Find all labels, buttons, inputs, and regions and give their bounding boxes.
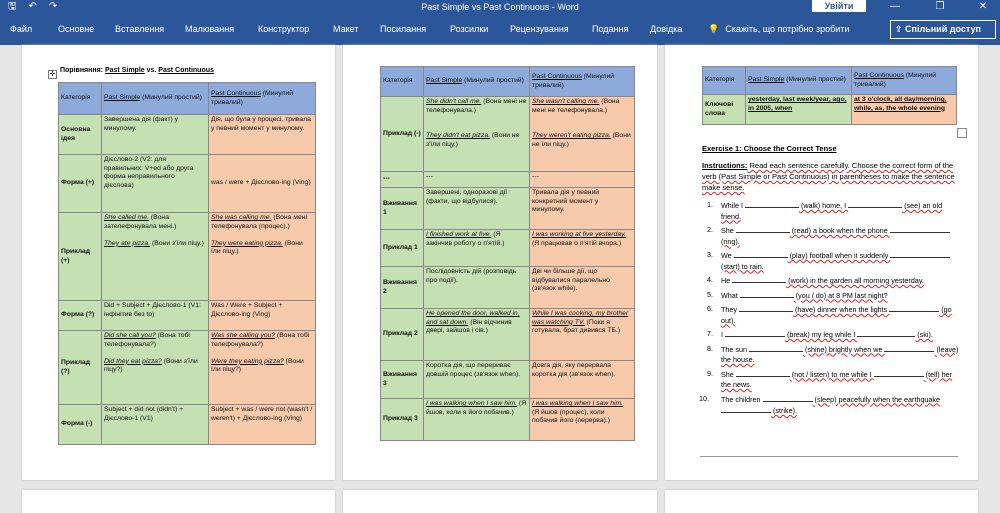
cell-past-continuous: Тривала дія у певний конкретний момент у минулому.	[530, 188, 635, 230]
row-category: Приклад (-)	[381, 97, 424, 172]
table-row	[381, 309, 635, 361]
row-category: Вживання 1	[381, 188, 424, 230]
header-past-continuous: Past Continuous (Минулий тривалий)	[852, 67, 957, 95]
close-icon[interactable]: ✕	[978, 1, 988, 12]
exercise-instructions: Instructions: Read each sentence carefully. Choose the correct form of the verb (Past Simple or Past Continuous) in parentheses to make the sentence make sense.	[702, 161, 955, 192]
exercise-list	[699, 200, 961, 420]
cell-past-continuous: Дві чи більше дії, що відбувалися паралельно (зв'язок while).	[530, 267, 635, 309]
ribbon-tabs	[0, 14, 1000, 45]
document-page-5	[343, 490, 657, 513]
row-category: Форма (-)	[59, 405, 102, 445]
row-category: ---	[381, 172, 424, 188]
cell-past-simple: Послідовність дій (розповідь про події).	[424, 267, 530, 309]
table-row	[59, 301, 316, 331]
comparison-table-page-1	[58, 82, 316, 445]
cell-past-continuous: While I was cooking, my brother was watching TV. (Поки я готувала, брат дивився ТБ.)	[530, 309, 635, 361]
cell-past-simple: Did + Subject + Дієслово-1 (V1: інфінітив без to)	[102, 301, 209, 331]
cell-past-continuous: Was / Were + Subject + Дієслово-ing (Ving)	[209, 301, 316, 331]
header-category: Категорія	[59, 83, 102, 115]
tab-file[interactable]: Файл	[10, 24, 33, 34]
row-category: Приклад (+)	[59, 213, 102, 301]
restore-icon[interactable]: ❐	[935, 1, 945, 12]
table-row	[381, 399, 635, 441]
table-row	[381, 172, 635, 188]
cell-past-simple: She called me. (Вона зателефонувала мені.) They ate pizza. (Вони з'їли піцу.)	[102, 213, 209, 301]
table-caption	[60, 67, 214, 74]
divider	[700, 456, 958, 457]
tab-home[interactable]: Основне	[58, 24, 95, 34]
table-row	[381, 361, 635, 399]
table-row	[381, 97, 635, 172]
list-item: 1. While I (walk) home, I (see) an old friend.	[707, 200, 943, 221]
tab-insert[interactable]: Вставлення	[115, 24, 165, 34]
cell-past-continuous: She was calling me. (Вона мені телефонувала (процес).) They were eating pizza. (Вони їли піцу.)	[209, 213, 316, 301]
tab-layout[interactable]: Макет	[333, 24, 359, 34]
header-category: Категорія	[703, 67, 746, 95]
tell-me-text: Скажіть, що потрібно зробити	[725, 24, 850, 34]
tab-design[interactable]: Конструктор	[258, 24, 310, 34]
document-page-4	[22, 490, 335, 513]
table-row	[703, 95, 957, 125]
cell-past-simple: Коротка дія, що перериває довшій процес (зв'язок when).	[424, 361, 530, 399]
share-label: Спільний доступ	[905, 24, 981, 34]
table-header-row	[59, 83, 316, 115]
list-item: 4. He (work) in the garden all morning yesterday.	[707, 275, 924, 285]
cell-past-simple: Завершена дія (факт) у минулому.	[102, 115, 209, 155]
header-past-continuous: Past Continuous (Минулий тривалий)	[209, 83, 316, 115]
table-row	[59, 115, 316, 155]
header-past-simple: Past Simple (Минулий простий)	[746, 67, 852, 95]
row-category: Приклад 3	[381, 399, 424, 441]
row-category: Форма (?)	[59, 301, 102, 331]
header-past-simple: Past Simple (Минулий простий)	[102, 83, 209, 115]
cell-past-continuous: Subject + was / were not (wasn't / weren't) + Дієслово-ing (Ving)	[209, 405, 316, 445]
cell-past-continuous: ---	[530, 172, 635, 188]
share-button[interactable]	[890, 20, 996, 39]
save-icon[interactable]: 🖫	[8, 1, 17, 12]
row-category: Ключові слова	[703, 95, 746, 125]
header-past-continuous: Past Continuous (Минулий тривалий)	[530, 67, 635, 97]
list-item: 2. She (read) a book when the phone (ring).	[721, 225, 961, 247]
table-row	[381, 188, 635, 230]
cell-past-continuous: She wasn't calling me. (Вона мені не телефонувала.) They weren't eating pizza. (Вони не їли піцу.)	[530, 97, 635, 172]
caption-vs: vs.	[144, 67, 159, 74]
cell-past-simple: I was walking when I saw him. (Я йшов, коли я його побачив.)	[424, 399, 530, 441]
table-end-marker	[957, 128, 967, 138]
tab-review[interactable]: Рецензування	[510, 24, 569, 34]
table-row	[59, 155, 316, 213]
sign-in-button[interactable]: Увійти	[812, 0, 866, 12]
window-title: Past Simple vs Past Continuous - Word	[421, 2, 579, 12]
cell-past-simple: I finished work at five. (Я закінчив роботу о п'ятій.)	[424, 230, 530, 267]
redo-icon[interactable]: ↷	[48, 1, 58, 12]
cell-past-simple: Subject + did not (didn't) + Дієслово-1 (V1)	[102, 405, 209, 445]
table-row	[59, 405, 316, 445]
undo-icon[interactable]: ↶	[28, 1, 37, 12]
share-icon: ⇪	[895, 24, 906, 34]
row-category: Приклад (?)	[59, 331, 102, 405]
caption-past-simple: Past Simple	[104, 67, 145, 74]
table-row	[59, 331, 316, 405]
list-item: 7. I (break) my leg while I (ski).	[707, 329, 933, 339]
cell-past-simple: ---	[424, 172, 530, 188]
tab-mailings[interactable]: Розсилки	[450, 24, 489, 34]
cell-past-simple: Завершені, одноразові дії (факти, що відбулися).	[424, 188, 530, 230]
title-bar	[0, 0, 1000, 14]
row-category: Приклад 1	[381, 230, 424, 267]
comparison-table-page-2	[380, 66, 635, 441]
row-category: Основна ідея	[59, 115, 102, 155]
cell-past-continuous: I was working at five yesterday. (Я працював о п'ятій вчора.)	[530, 230, 635, 267]
cell-past-simple: He opened the door, walked in, and sat down. (Він відчинив двері, зайшов і сів.)	[424, 309, 530, 361]
list-item: 8. The sun (shine) brightly when we (leave) the house.	[707, 343, 959, 364]
list-item: 9. She (not / listen) to me while I (tell) her the news.	[707, 368, 953, 389]
cell-past-simple: Дієслово-2 (V2: для правильних: V+ed або друга форма неправильного дієслова)	[102, 155, 209, 213]
cell-past-simple: yesterday, last week/year, ago, in 2005, when	[746, 95, 852, 125]
cell-past-continuous: Дія, що була у процесі, тривала у певний момент у минулому.	[209, 115, 316, 155]
list-item: 3. We (play) football when it suddenly (start) to rain.	[721, 250, 961, 272]
lightbulb-icon: 💡	[708, 24, 720, 34]
caption-prefix: Порівняння:	[60, 67, 105, 74]
cell-past-continuous: Was she calling you? (Вона тобі телефонувала?) Were they eating pizza? (Вони їли піцу?)	[209, 331, 316, 405]
list-item: 6. They (have) dinner when the lights (go out).	[707, 304, 952, 325]
cell-past-continuous: was / were + Дієслово-ing (Ving)	[209, 155, 316, 213]
table-row	[381, 230, 635, 267]
tab-view[interactable]: Подання	[592, 24, 629, 34]
row-category: Вживання 2	[381, 267, 424, 309]
cell-past-simple: She didn't call me. (Вона мені не телефонувала.) They didn't eat pizza. (Вони не з'їли піцу.)	[424, 97, 530, 172]
document-page-6	[665, 490, 978, 513]
row-category: Форма (+)	[59, 155, 102, 213]
table-row	[59, 213, 316, 301]
header-past-simple: Past Simple (Минулий простий)	[424, 67, 530, 97]
header-category: Категорія	[381, 67, 424, 97]
table-row	[381, 267, 635, 309]
list-item: 10. The children (sleep) peacefully when the earthquake (strike).	[699, 393, 941, 415]
table-move-handle-icon[interactable]: ✛	[49, 71, 56, 78]
table-header-row	[703, 67, 957, 95]
cell-past-simple: Did she call you? (Вона тобі телефонувала?) Did they eat pizza? (Вони з'їли піцу?)	[102, 331, 209, 405]
tab-references[interactable]: Посилання	[380, 24, 427, 34]
list-item: 5. What (you / do) at 8 PM last night?	[707, 289, 888, 300]
cell-past-continuous: Довга дія, яку перервала коротка дія (зв'язок when).	[530, 361, 635, 399]
table-header-row	[381, 67, 635, 97]
row-category: Приклад 2	[381, 309, 424, 361]
cell-past-continuous: at 3 o'clock, all day/morning, while, as, the whole evening	[852, 95, 957, 125]
comparison-table-page-3	[702, 66, 957, 125]
row-category: Вживання 3	[381, 361, 424, 399]
tab-help[interactable]: Довідка	[650, 24, 683, 34]
caption-past-continuous: Past Continuous	[158, 67, 214, 74]
cell-past-continuous: I was walking when I saw him. (Я йшов (процес), коли побачив його (перерва).)	[530, 399, 635, 441]
tell-me-box[interactable]	[708, 14, 849, 45]
minimize-icon[interactable]: —	[890, 1, 900, 12]
tab-draw[interactable]: Малювання	[185, 24, 235, 34]
exercise-title: Exercise 1: Choose the Correct Tense	[702, 144, 837, 153]
